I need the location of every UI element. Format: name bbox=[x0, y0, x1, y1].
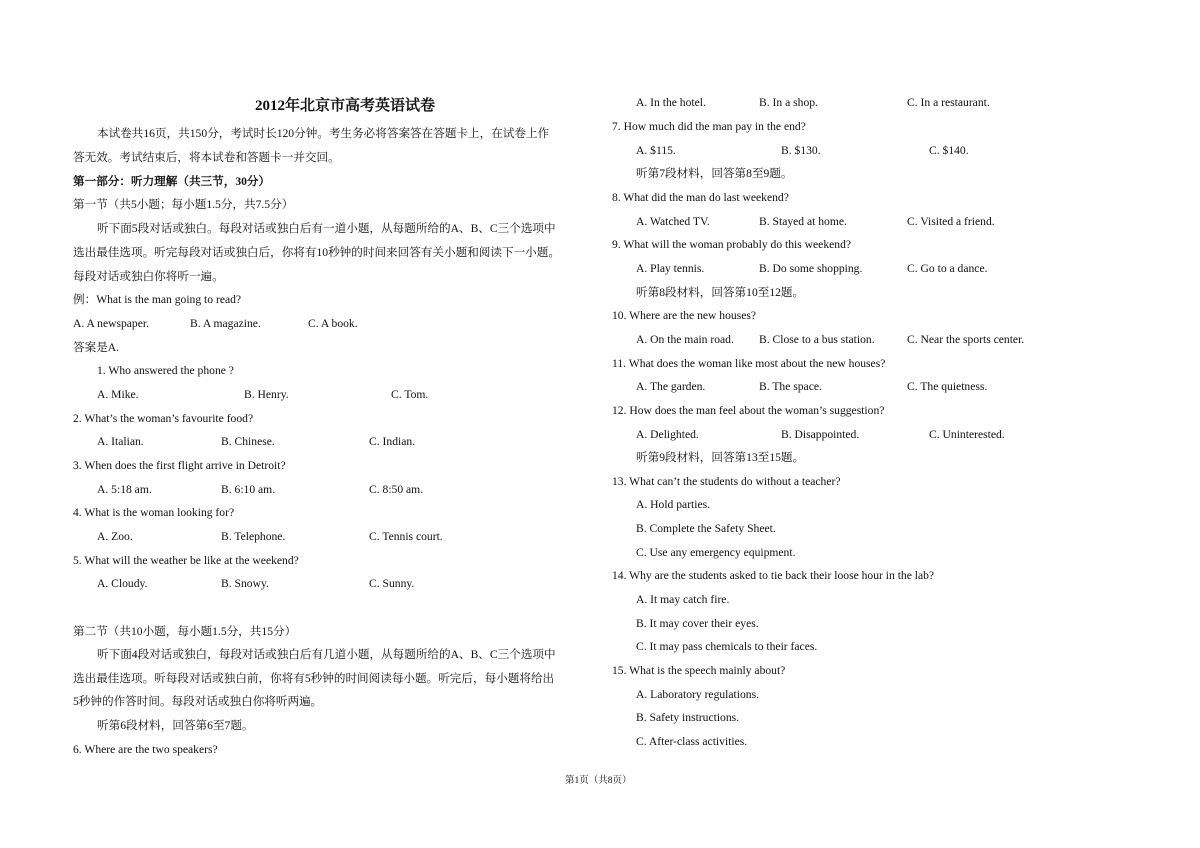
question-12: 12. How does the man feel about the woman’s suggestion? bbox=[612, 404, 885, 417]
q6-option-c: C. In a restaurant. bbox=[907, 96, 990, 109]
material-6-note: 听第6段材料，回答第6至7题。 bbox=[97, 719, 254, 732]
q7-option-b: B. $130. bbox=[781, 144, 821, 157]
section1-instruction-3: 每段对话或独白你将听一遍。 bbox=[73, 270, 224, 283]
q7-option-a: A. $115. bbox=[636, 144, 676, 157]
example-option-b: B. A magazine. bbox=[190, 317, 261, 330]
section2-instruction-1: 听下面4段对话或独白，每段对话或独白后有几道小题，从每题所给的A、B、C三个选项中 bbox=[97, 648, 556, 661]
page-footer: 第1页（共8页） bbox=[565, 776, 632, 786]
question-11: 11. What does the woman like most about the new houses? bbox=[612, 357, 886, 370]
question-10: 10. Where are the new houses? bbox=[612, 309, 757, 322]
q7-option-c: C. $140. bbox=[929, 144, 969, 157]
q12-option-a: A. Delighted. bbox=[636, 428, 699, 441]
q6-option-a: A. In the hotel. bbox=[636, 96, 706, 109]
q13-option-a: A. Hold parties. bbox=[636, 498, 711, 511]
example-question: 例：What is the man going to read? bbox=[73, 293, 242, 306]
q4-option-c: C. Tennis court. bbox=[369, 530, 443, 543]
q9-option-b: B. Do some shopping. bbox=[759, 262, 863, 275]
question-6: 6. Where are the two speakers? bbox=[73, 743, 218, 756]
section1-instruction-1: 听下面5段对话或独白。每段对话或独白后有一道小题，从每题所给的A、B、C三个选项中 bbox=[97, 222, 556, 235]
question-4: 4. What is the woman looking for? bbox=[73, 506, 235, 519]
q2-option-a: A. Italian. bbox=[97, 435, 144, 448]
question-3: 3. When does the first flight arrive in Detroit? bbox=[73, 459, 286, 472]
q13-option-b: B. Complete the Safety Sheet. bbox=[636, 522, 776, 535]
q12-option-b: B. Disappointed. bbox=[781, 428, 860, 441]
question-13: 13. What can’t the students do without a teacher? bbox=[612, 475, 841, 488]
section1-instruction-2: 选出最佳选项。听完每段对话或独白后，你将有10秒钟的时间来回答有关小题和阅读下一小题。 bbox=[73, 246, 560, 259]
q8-option-c: C. Visited a friend. bbox=[907, 215, 995, 228]
question-7: 7. How much did the man pay in the end? bbox=[612, 120, 806, 133]
material-9-note: 听第9段材料，回答第13至15题。 bbox=[636, 451, 805, 464]
q14-option-c: C. It may pass chemicals to their faces. bbox=[636, 640, 818, 653]
q3-option-a: A. 5:18 am. bbox=[97, 483, 152, 496]
q3-option-c: C. 8:50 am. bbox=[369, 483, 424, 496]
q15-option-c: C. After-class activities. bbox=[636, 735, 748, 748]
question-1: 1. Who answered the phone ? bbox=[97, 364, 234, 377]
material-7-note: 听第7段材料，回答第8至9题。 bbox=[636, 167, 793, 180]
q2-option-b: B. Chinese. bbox=[221, 435, 275, 448]
q10-option-c: C. Near the sports center. bbox=[907, 333, 1025, 346]
q11-option-b: B. The space. bbox=[759, 380, 822, 393]
q4-option-a: A. Zoo. bbox=[97, 530, 133, 543]
section1-heading: 第一节（共5小题；每小题1.5分，共7.5分） bbox=[73, 198, 294, 211]
q2-option-c: C. Indian. bbox=[369, 435, 416, 448]
q15-option-b: B. Safety instructions. bbox=[636, 711, 740, 724]
material-8-note: 听第8段材料，回答第10至12题。 bbox=[636, 286, 805, 299]
q14-option-b: B. It may cover their eyes. bbox=[636, 617, 759, 630]
q10-option-b: B. Close to a bus station. bbox=[759, 333, 875, 346]
page-title: 2012年北京市高考英语试卷 bbox=[255, 98, 436, 114]
intro-line-2: 答无效。考试结束后，将本试卷和答题卡一并交回。 bbox=[73, 151, 340, 164]
q12-option-c: C. Uninterested. bbox=[929, 428, 1005, 441]
question-2: 2. What’s the woman’s favourite food? bbox=[73, 412, 254, 425]
example-answer: 答案是A. bbox=[73, 341, 120, 354]
q1-option-a: A. Mike. bbox=[97, 388, 139, 401]
q6-option-b: B. In a shop. bbox=[759, 96, 818, 109]
q10-option-a: A. On the main road. bbox=[636, 333, 734, 346]
example-option-a: A. A newspaper. bbox=[73, 317, 149, 330]
q15-option-a: A. Laboratory regulations. bbox=[636, 688, 759, 701]
question-5: 5. What will the weather be like at the weekend? bbox=[73, 554, 299, 567]
part1-heading: 第一部分：听力理解（共三节，30分） bbox=[73, 175, 271, 188]
q5-option-c: C. Sunny. bbox=[369, 577, 415, 590]
q8-option-a: A. Watched TV. bbox=[636, 215, 710, 228]
q9-option-c: C. Go to a dance. bbox=[907, 262, 988, 275]
q1-option-c: C. Tom. bbox=[391, 388, 429, 401]
section2-instruction-3: 5秒钟的作答时间。每段对话或独白你将听两遍。 bbox=[73, 695, 323, 708]
q14-option-a: A. It may catch fire. bbox=[636, 593, 730, 606]
q4-option-b: B. Telephone. bbox=[221, 530, 286, 543]
question-8: 8. What did the man do last weekend? bbox=[612, 191, 789, 204]
example-option-c: C. A book. bbox=[308, 317, 358, 330]
q11-option-a: A. The garden. bbox=[636, 380, 706, 393]
question-14: 14. Why are the students asked to tie back their loose hour in the lab? bbox=[612, 569, 935, 582]
question-15: 15. What is the speech mainly about? bbox=[612, 664, 786, 677]
q1-option-b: B. Henry. bbox=[244, 388, 289, 401]
intro-line-1: 本试卷共16页，共150分，考试时长120分钟。考生务必将答案答在答题卡上，在试卷上作 bbox=[97, 127, 550, 140]
q5-option-a: A. Cloudy. bbox=[97, 577, 148, 590]
section2-instruction-2: 选出最佳选项。听每段对话或独白前，你将有5秒钟的时间阅读每小题。听完后，每小题将给出 bbox=[73, 672, 555, 685]
question-9: 9. What will the woman probably do this weekend? bbox=[612, 238, 852, 251]
q9-option-a: A. Play tennis. bbox=[636, 262, 705, 275]
section2-heading: 第二节（共10小题，每小题1.5分，共15分） bbox=[73, 625, 297, 638]
q5-option-b: B. Snowy. bbox=[221, 577, 269, 590]
q8-option-b: B. Stayed at home. bbox=[759, 215, 847, 228]
q11-option-c: C. The quietness. bbox=[907, 380, 988, 393]
q3-option-b: B. 6:10 am. bbox=[221, 483, 276, 496]
q13-option-c: C. Use any emergency equipment. bbox=[636, 546, 796, 559]
